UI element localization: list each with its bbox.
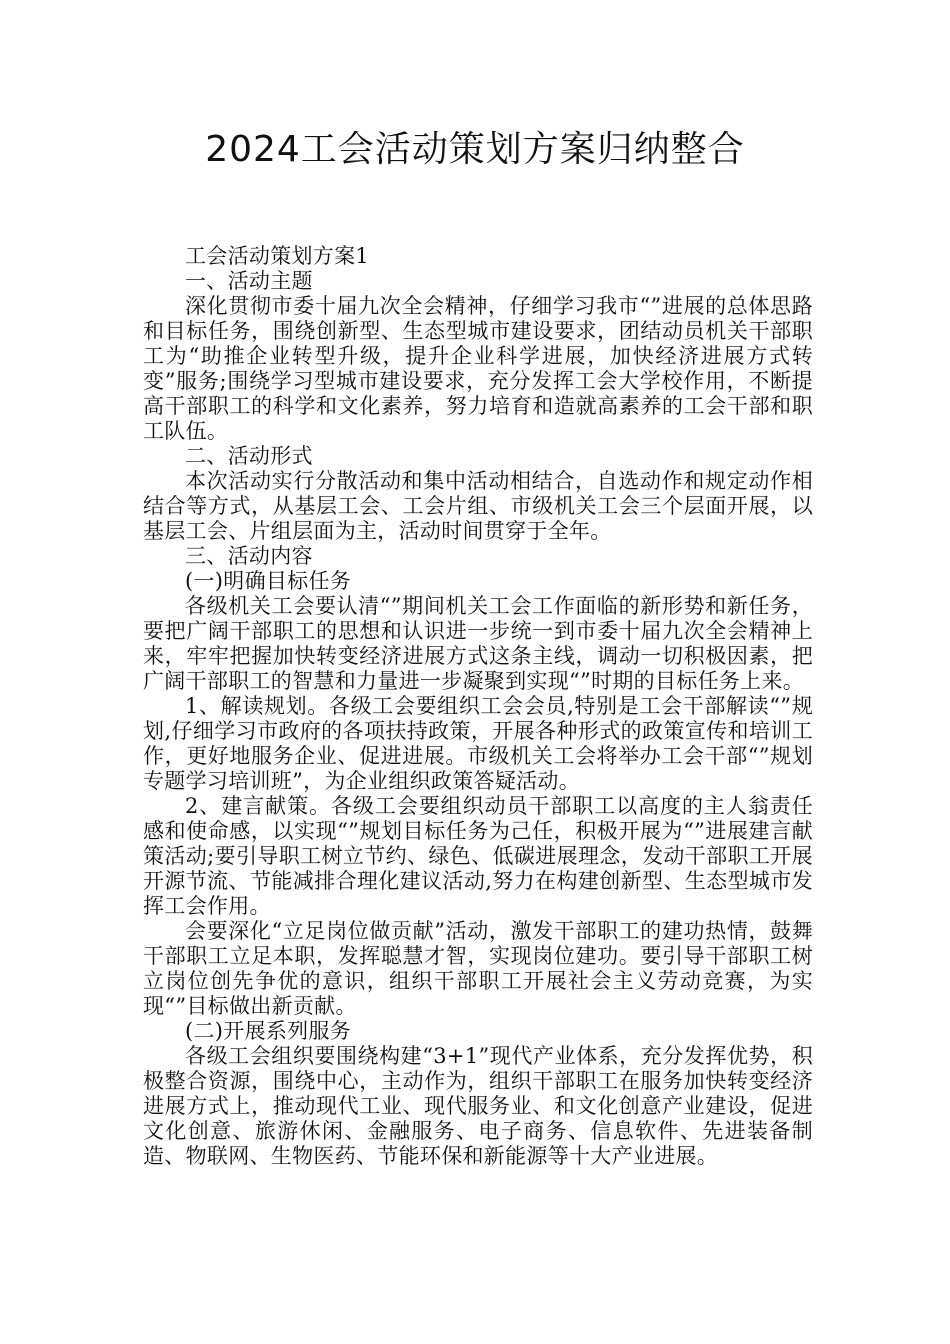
paragraph-form: 本次活动实行分散活动和集中活动相结合，自选动作和规定动作相结合等方式，从基层工会、工会片组、市级机关工会三个层面开展，以基层工会、片组层面为主，活动时间贯穿于全年。	[143, 469, 813, 543]
document-title: 2024工会活动策划方案归纳整合	[205, 129, 745, 170]
paragraph-item-planning: 1、解读规划。各级工会要组织工会会员,特别是工会干部解读“”规划,仔细学习市政府的各项扶持政策，开展各种形式的政策宣传和培训工作，更好地服务企业、促进进展。市级机关工会将举办工会干部“”规划专题学习培训班”，为企业组织政策答疑活动。	[143, 694, 813, 793]
subsection-heading-goals: (一)明确目标任务	[185, 569, 352, 593]
paragraph-services: 各级工会组织要围绕构建“3+1”现代产业体系，充分发挥优势，积极整合资源，围绕中心，主动作为，组织干部职工在服务加快转变经济进展方式上，推动现代工业、现代服务业、和文化创意产业建设，促进文化创意、旅游休闲、金融服务、电子商务、信息软件、先进装备制造、物联网、生物医药、节能环保和新能源等十大产业进展。	[143, 1044, 813, 1168]
section-heading-theme: 一、活动主题	[185, 269, 313, 293]
paragraph-goals: 各级机关工会要认清“”期间机关工会工作面临的新形势和新任务，要把广阔干部职工的思想和认识进一步统一到市委十届九次全会精神上来，牢牢把握加快转变经济进展方式这条主线，调动一切积极因素，把广阔干部职工的智慧和力量进一步凝聚到实现“”时期的目标任务上来。	[143, 594, 813, 693]
subsection-heading-services: (二)开展系列服务	[185, 1019, 352, 1043]
paragraph-theme: 深化贯彻市委十届九次全会精神，仔细学习我市“”进展的总体思路和目标任务，围绕创新型、生态型城市建设要求，团结动员机关干部职工为“助推企业转型升级，提升企业科学进展，加快经济进展方式转变”服务;围绕学习型城市建设要求，充分发挥工会大学校作用，不断提高干部职工的科学和文化素养，努力培育和造就高素养的工会干部和职工队伍。	[143, 294, 813, 443]
paragraph-item-suggestions: 2、建言献策。各级工会要组织动员干部职工以高度的主人翁责任感和使命感，以实现“”规划目标任务为己任，积极开展为“”进展建言献策活动;要引导职工树立节约、绿色、低碳进展理念，发动干部职工开展开源节流、节能减排合理化建议活动,努力在构建创新型、生态型城市发挥工会作用。	[143, 794, 813, 918]
section-heading-content: 三、活动内容	[185, 544, 313, 568]
paragraph-item-contribution: 会要深化“立足岗位做贡献”活动，激发干部职工的建功热情，鼓舞干部职工立足本职，发挥聪慧才智，实现岗位建功。要引导干部职工树立岗位创先争优的意识，组织干部职工开展社会主义劳动竞赛，为实现“”目标做出新贡献。	[143, 919, 813, 1018]
plan-heading: 工会活动策划方案1	[185, 244, 370, 268]
document-body	[143, 244, 813, 1169]
section-heading-form: 二、活动形式	[185, 444, 313, 468]
